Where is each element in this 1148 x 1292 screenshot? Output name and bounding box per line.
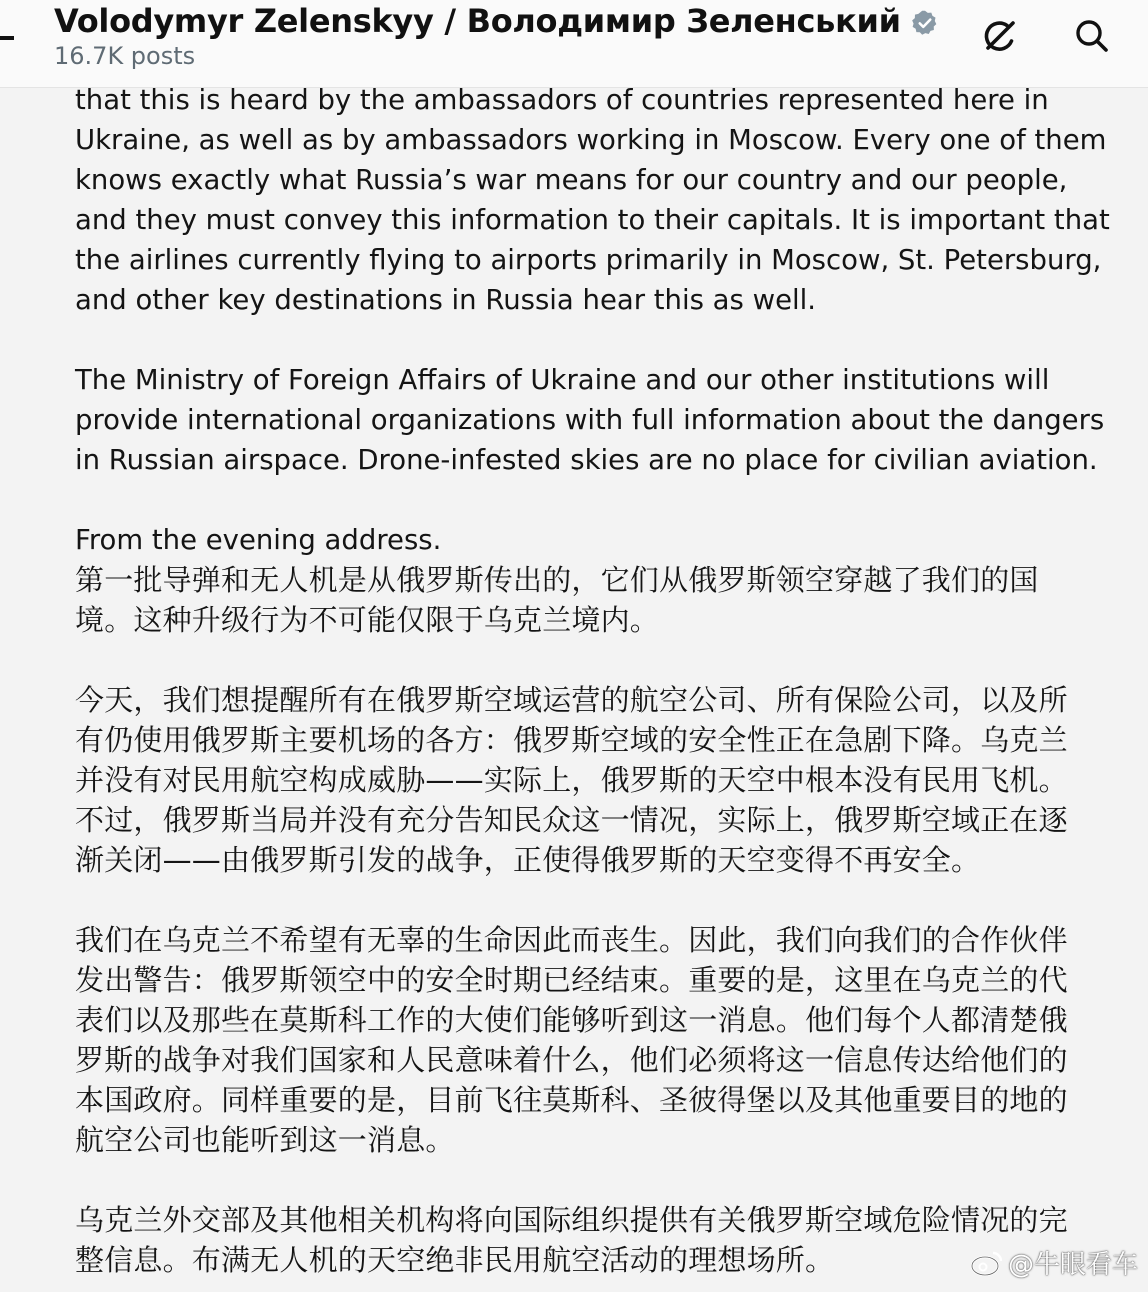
text-line: provide international organizations with full information about the dangers (75, 404, 1105, 436)
weibo-icon (970, 1249, 1004, 1277)
search-icon (1072, 16, 1112, 56)
text-line: 表们以及那些在莫斯科工作的大使们能够听到这一消息。他们每个人都清楚俄 (75, 1003, 1068, 1037)
text-line: 渐关闭——由俄罗斯引发的战争，正使得俄罗斯的天空变得不再安全。 (75, 843, 981, 877)
post-body (75, 80, 1115, 1280)
post-count: 16.7K posts (54, 42, 196, 70)
text-line: and other key destinations in Russia hear this as well. (75, 284, 817, 316)
text-line: 罗斯的战争对我们国家和人民意味着什么，他们必须将这一信息传达给他们的 (75, 1043, 1068, 1077)
text-line: 乌克兰外交部及其他相关机构将向国际组织提供有关俄罗斯空域危险情况的完 (75, 1203, 1068, 1237)
text-line: Ukraine, as well as by ambassadors working in Moscow. Every one of them (75, 124, 1107, 156)
text-line: the airlines currently flying to airports primarily in Moscow, St. Petersburg, (75, 244, 1102, 276)
profile-name-row (54, 2, 939, 40)
text-line: knows exactly what Russia’s war means for our country and our people, (75, 164, 1068, 196)
watermark-text: @牛眼看车 (1007, 1250, 1138, 1280)
en-paragraph-2 (75, 360, 1115, 480)
text-line: From the evening address. (75, 524, 442, 556)
back-arrow-icon[interactable] (0, 36, 14, 40)
text-line: 本国政府。同样重要的是，目前飞往莫斯科、圣彼得堡以及其他重要目的地的 (75, 1083, 1068, 1117)
text-line: 有仍使用俄罗斯主要机场的各方：俄罗斯空域的安全性正在急剧下降。乌克兰 (75, 723, 1068, 757)
text-line: 航空公司也能听到这一消息。 (75, 1123, 455, 1157)
profile-header (0, 0, 1148, 88)
zh-paragraph-3 (75, 920, 1115, 1160)
text-line: 境。这种升级行为不可能仅限于乌克兰境内。 (75, 603, 660, 637)
en-paragraph-1 (75, 80, 1115, 320)
text-line: 第一批导弹和无人机是从俄罗斯传出的，它们从俄罗斯领空穿越了我们的国 (75, 563, 1039, 597)
zh-paragraph-1 (75, 560, 1115, 640)
text-line: 我们在乌克兰不希望有无辜的生命因此而丧生。因此，我们向我们的合作伙伴 (75, 923, 1068, 957)
text-line: in Russian airspace. Drone-infested skies are no place for civilian aviation. (75, 444, 1098, 476)
text-line: The Ministry of Foreign Affairs of Ukraine and our other institutions will (75, 364, 1050, 396)
text-line: 不过，俄罗斯当局并没有充分告知民众这一情况，实际上，俄罗斯空域正在逐 (75, 803, 1068, 837)
text-line: that this is heard by the ambassadors of countries represented here in (75, 84, 1049, 116)
text-line: 并没有对民用航空构成威胁——实际上，俄罗斯的天空中根本没有民用飞机。 (75, 763, 1068, 797)
grok-icon (980, 16, 1020, 56)
verified-badge-icon[interactable] (911, 7, 939, 35)
text-line: and they must convey this information to their capitals. It is important that (75, 204, 1110, 236)
profile-name: Volodymyr Zelenskyy / Володимир Зеленський (54, 2, 901, 40)
grok-button[interactable] (978, 14, 1022, 58)
watermark (970, 1244, 1138, 1281)
text-line: 整信息。布满无人机的天空绝非民用航空活动的理想场所。 (75, 1243, 835, 1277)
search-button[interactable] (1070, 14, 1114, 58)
en-paragraph-3 (75, 520, 1115, 560)
text-line: 发出警告：俄罗斯领空中的安全时期已经结束。重要的是，这里在乌克兰的代 (75, 963, 1068, 997)
text-line: 今天，我们想提醒所有在俄罗斯空域运营的航空公司、所有保险公司，以及所 (75, 683, 1068, 717)
zh-paragraph-2 (75, 680, 1115, 880)
zh-paragraph-4 (75, 1200, 1115, 1280)
